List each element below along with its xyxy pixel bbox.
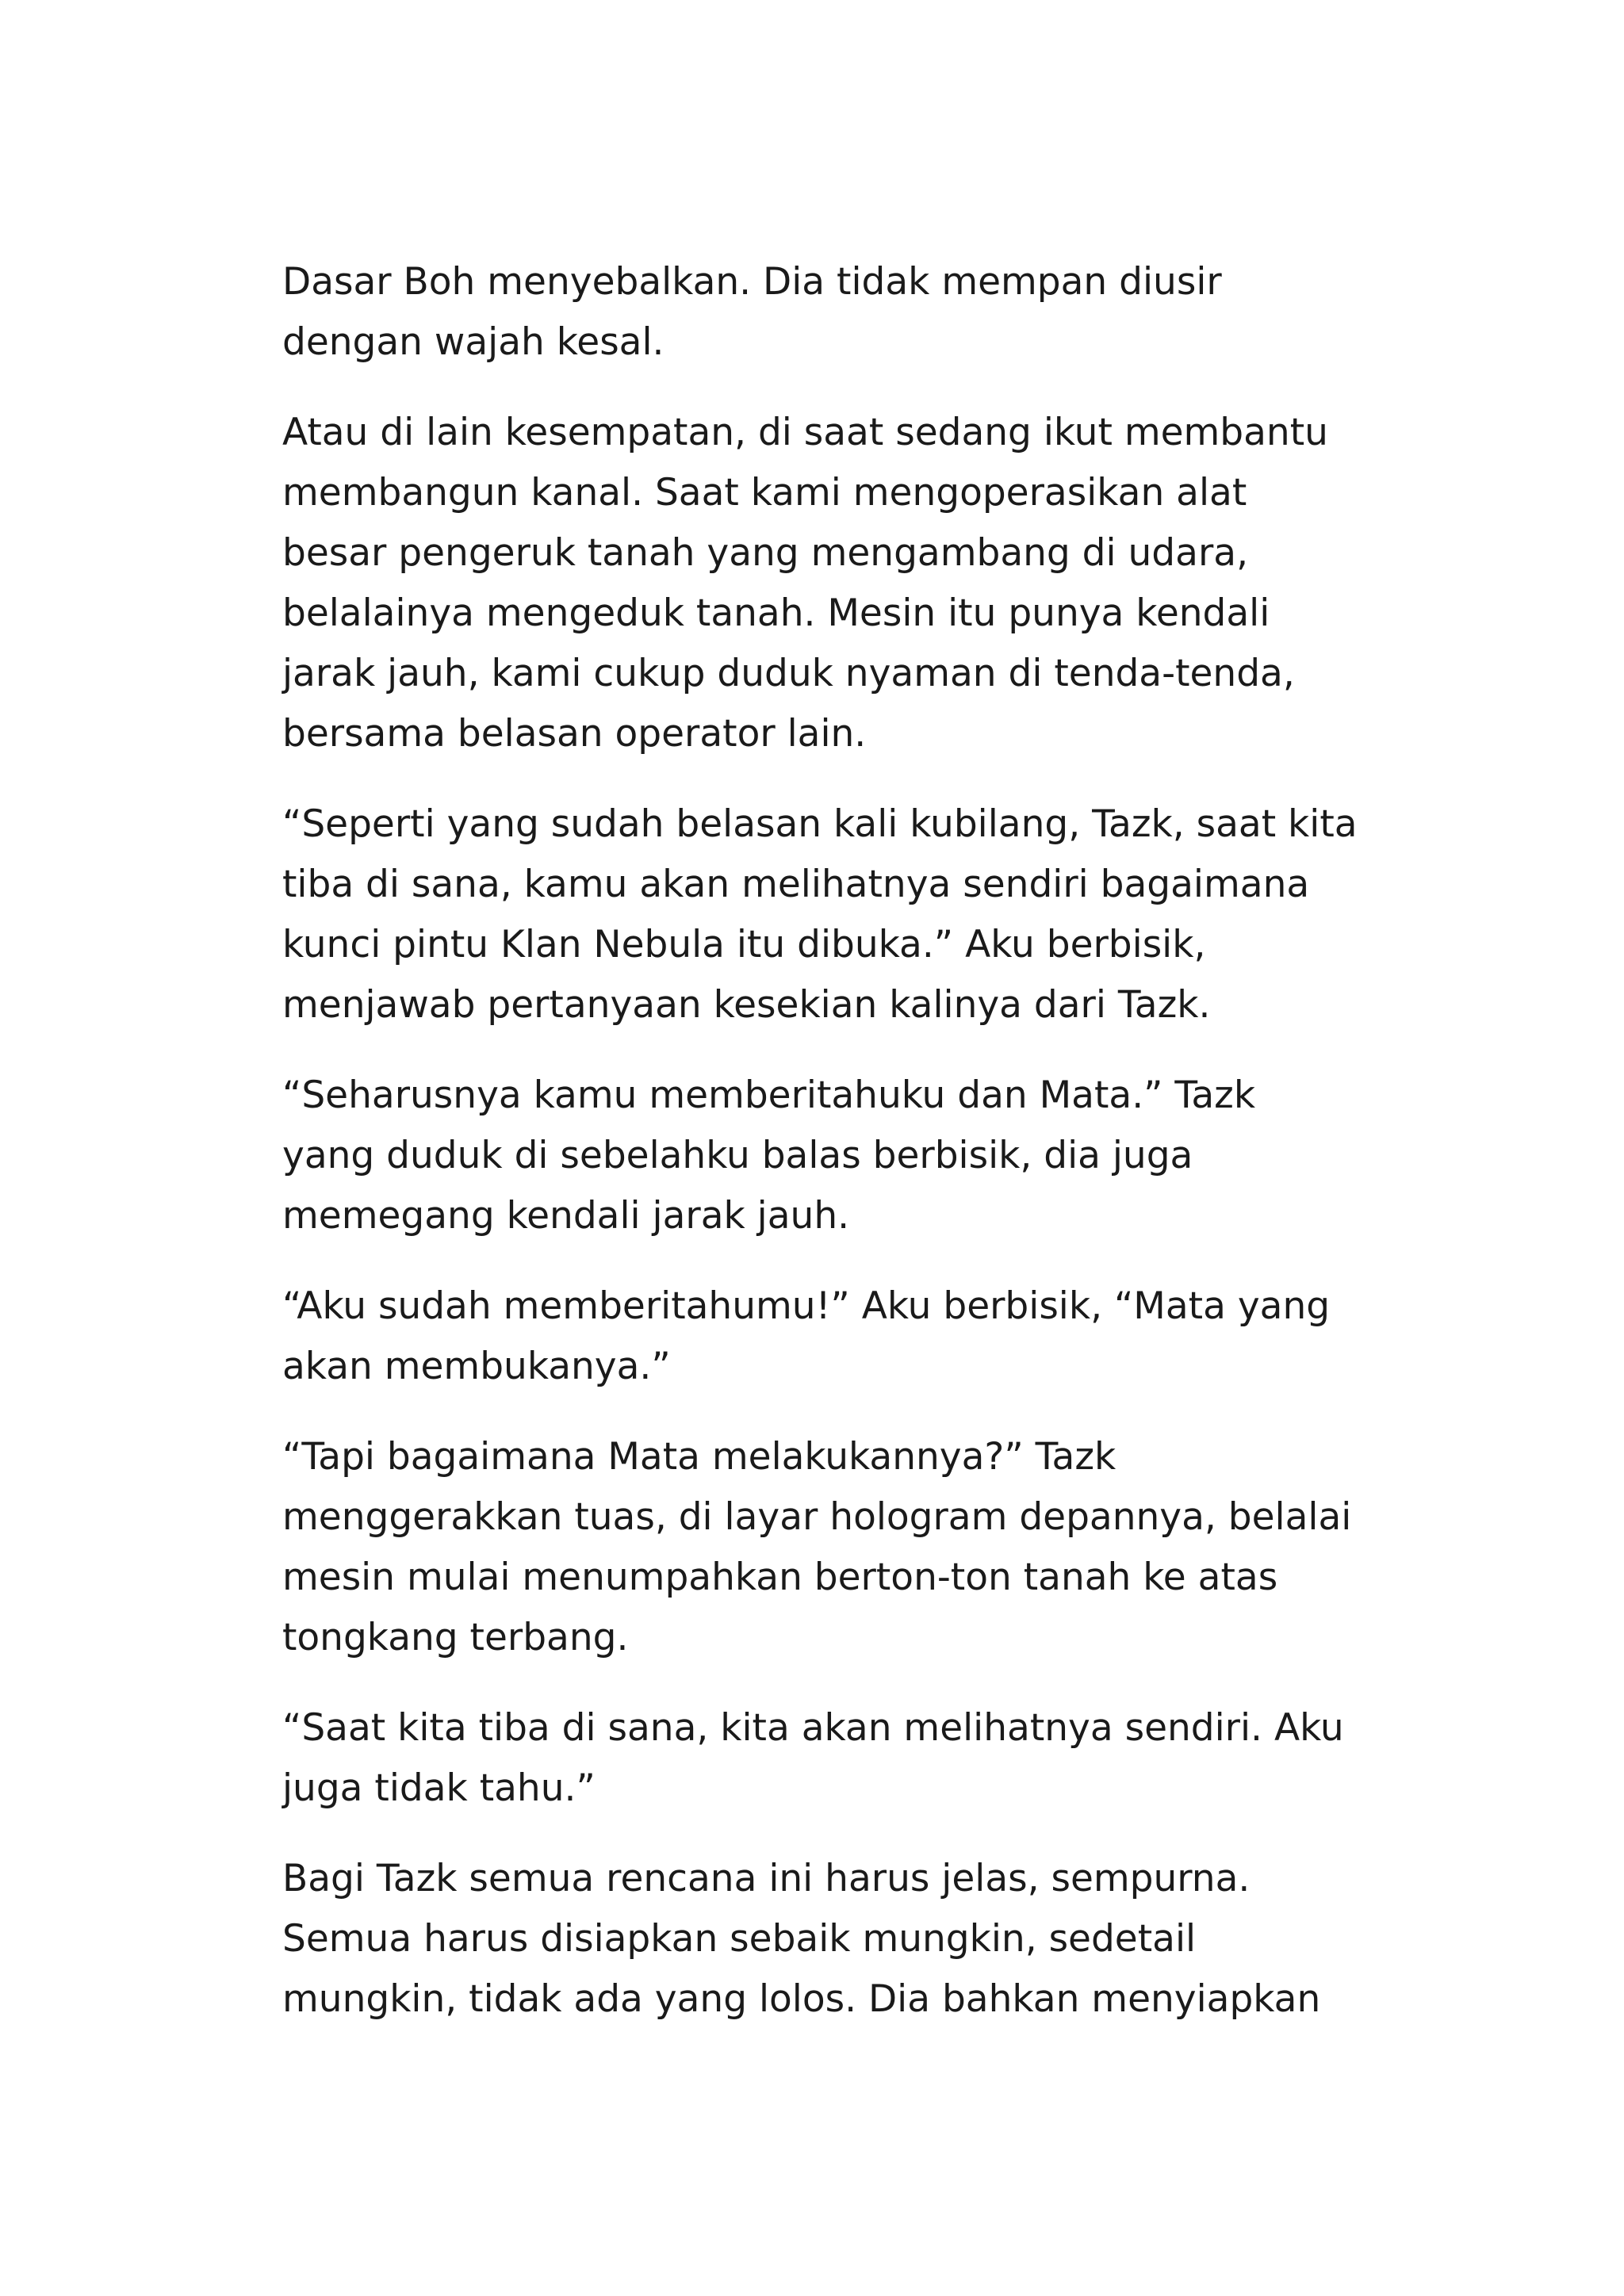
- text-line: besar pengeruk tanah yang mengambang di udara,: [282, 531, 1249, 575]
- text-line: “Aku sudah memberitahumu!” Aku berbisik, “Mata yang: [282, 1284, 1331, 1328]
- text-line: mesin mulai menumpahkan berton-ton tanah ke atas: [282, 1556, 1278, 1599]
- text-line: mungkin, tidak ada yang lolos. Dia bahkan menyiapkan: [282, 1977, 1321, 2021]
- text-line: Atau di lain kesempatan, di saat sedang ikut membantu: [282, 411, 1328, 454]
- paragraph-2: [282, 403, 1392, 764]
- text-line: akan membukanya.”: [282, 1345, 671, 1388]
- text-line: bersama belasan operator lain.: [282, 712, 867, 756]
- text-line: menggerakkan tuas, di layar hologram depannya, belalai: [282, 1495, 1352, 1539]
- paragraph-8: [282, 1849, 1392, 2030]
- text-line: menjawab pertanyaan kesekian kalinya dari Tazk.: [282, 983, 1211, 1027]
- paragraph-3: [282, 794, 1392, 1035]
- text-line: “Seperti yang sudah belasan kali kubilang, Tazk, saat kita: [282, 802, 1358, 846]
- text-line: yang duduk di sebelahku balas berbisik, dia juga: [282, 1134, 1193, 1177]
- text-line: dengan wajah kesal.: [282, 320, 665, 364]
- text-line: Bagi Tazk semua rencana ini harus jelas, sempurna.: [282, 1857, 1251, 1900]
- text-line: “Seharusnya kamu memberitahuku dan Mata.” Tazk: [282, 1073, 1256, 1117]
- text-line: tiba di sana, kamu akan melihatnya sendiri bagaimana: [282, 863, 1310, 906]
- text-line: belalainya mengeduk tanah. Mesin itu punya kendali: [282, 591, 1270, 635]
- text-line: Dasar Boh menyebalkan. Dia tidak mempan diusir: [282, 260, 1222, 304]
- text-line: jarak jauh, kami cukup duduk nyaman di tenda-tenda,: [282, 652, 1295, 695]
- text-line: membangun kanal. Saat kami mengoperasikan alat: [282, 471, 1247, 515]
- paragraph-5: [282, 1276, 1392, 1397]
- text-line: juga tidak tahu.”: [282, 1766, 596, 1810]
- text-line: Semua harus disiapkan sebaik mungkin, sedetail: [282, 1917, 1197, 1961]
- body-text: [282, 252, 1392, 2060]
- text-line: tongkang terbang.: [282, 1616, 629, 1659]
- paragraph-4: [282, 1066, 1392, 1246]
- paragraph-1: [282, 252, 1392, 373]
- text-line: memegang kendali jarak jauh.: [282, 1194, 850, 1238]
- text-line: kunci pintu Klan Nebula itu dibuka.” Aku berbisik,: [282, 923, 1206, 966]
- paragraph-6: [282, 1427, 1392, 1668]
- paragraph-7: [282, 1698, 1392, 1819]
- text-line: “Saat kita tiba di sana, kita akan melihatnya sendiri. Aku: [282, 1706, 1344, 1750]
- text-line: “Tapi bagaimana Mata melakukannya?” Tazk: [282, 1435, 1116, 1479]
